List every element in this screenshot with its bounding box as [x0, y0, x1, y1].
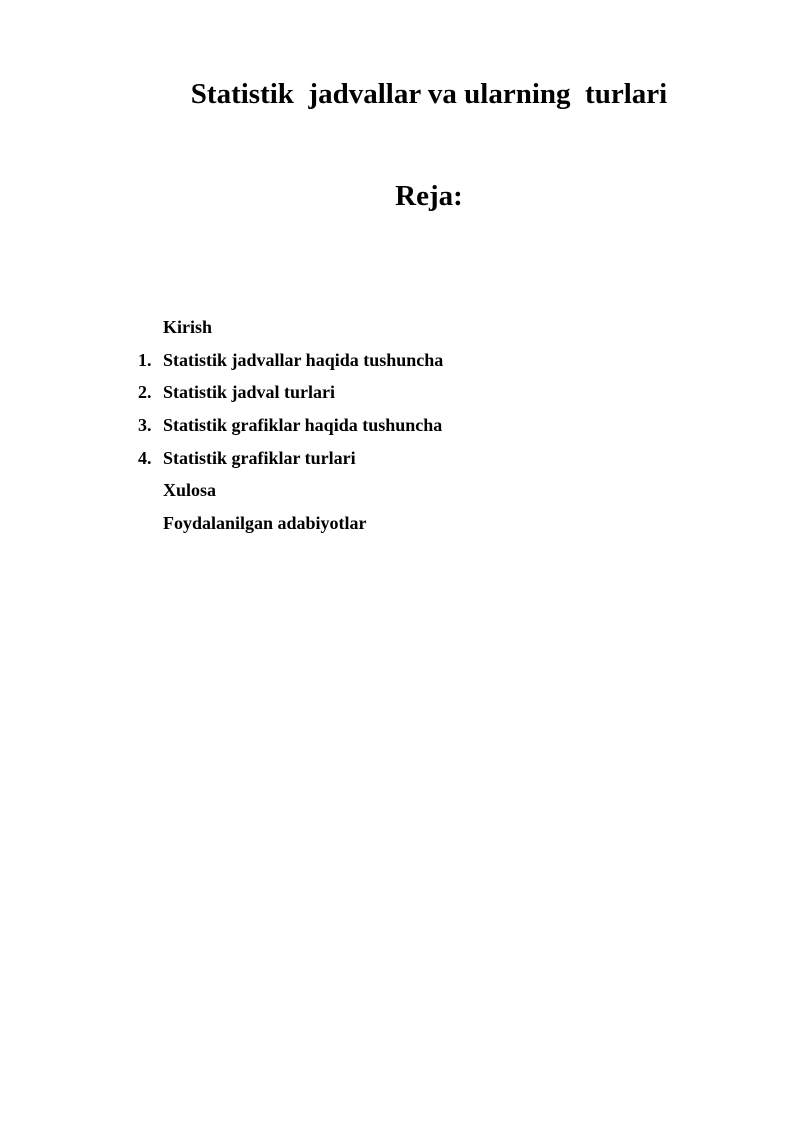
plan-item-text: Statistik jadval turlari	[163, 382, 336, 403]
plan-item-number	[110, 315, 163, 339]
document-title: Statistik jadvallar va ularning turlari	[190, 78, 668, 110]
plan-item-number: 3.	[138, 415, 152, 436]
plan-item-4	[110, 441, 710, 474]
plan-item-text: Xulosa	[163, 480, 217, 501]
plan-item-2	[110, 376, 710, 409]
plan-heading: Reja:	[395, 180, 463, 212]
plan-item-3	[110, 409, 710, 442]
plan-item-number: 2.	[138, 382, 152, 403]
plan-item-number: 4.	[138, 447, 152, 468]
plan-item-text: Kirish	[163, 317, 213, 338]
plan-item-number	[110, 478, 163, 502]
plan-item-text: Statistik grafiklar turlari	[163, 447, 356, 468]
plan-item-number: 1.	[138, 349, 152, 370]
plan-item-references	[110, 507, 710, 540]
plan-item-text: Statistik grafiklar haqida tushuncha	[163, 415, 443, 436]
plan-list	[110, 311, 710, 539]
plan-item-text: Statistik jadvallar haqida tushuncha	[163, 349, 444, 370]
plan-item-1	[110, 344, 710, 377]
plan-item-number	[110, 511, 163, 535]
plan-item-text: Foydalanilgan adabiyotlar	[163, 512, 367, 533]
plan-item-introduction	[110, 311, 710, 344]
plan-item-conclusion	[110, 474, 710, 507]
